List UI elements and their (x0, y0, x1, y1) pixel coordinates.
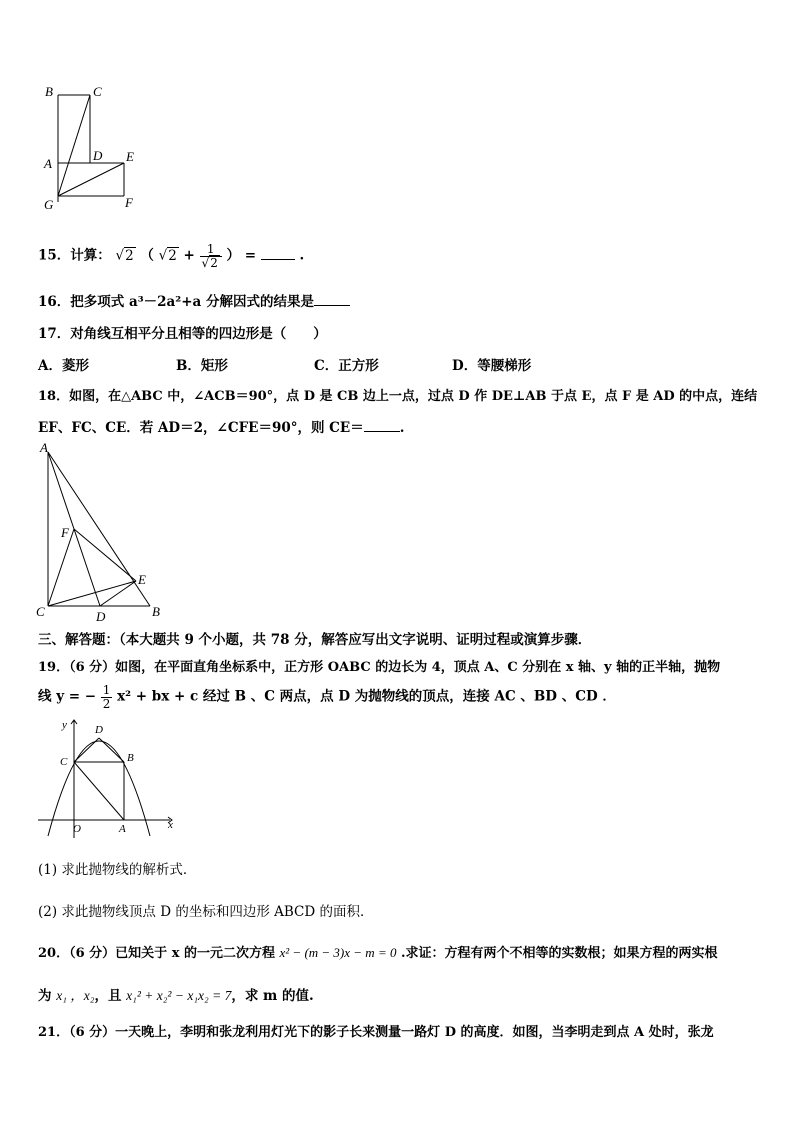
q19-half-den: 2 (102, 696, 111, 711)
label-g: G (44, 197, 54, 212)
q19-half-num: 1 (102, 683, 111, 697)
segment-de (100, 581, 136, 606)
q19-line1: 19．（6 分）如图，在平面直角坐标系中，正方形 OABC 的边长为 4，顶点 A、C 分别在 x 轴、y 轴的正半轴，抛物 (38, 660, 721, 675)
problem-15: 15．计算： √2 （ √2 + $\frac{1}{√2}$ ） = . (38, 242, 305, 270)
q18-line2: EF、FC、CE．若 AD＝2，∠CFE＝90°，则 CE＝ (38, 420, 364, 436)
segment-ce (48, 581, 136, 606)
segment-cd (74, 738, 99, 762)
q18-end: . (399, 420, 405, 436)
q15-paren-close: ） (226, 247, 241, 264)
q19-line2-post: x² + bx + c 经过 B 、C 两点，点 D 为抛物线的顶点，连接 AC 、BD 、CD ． (117, 688, 616, 705)
answer-blank-18[interactable] (364, 431, 400, 432)
q15-frac-num: 1 (200, 243, 222, 257)
q20-line1-pre: 20．（6 分）已知关于 x 的一元二次方程 (38, 946, 280, 961)
problem-19-line-2 (38, 684, 616, 710)
problem-16 (38, 290, 350, 310)
figure-19 (32, 716, 182, 840)
q18-line1: 18．如图，在△ABC 中，∠ACB＝90°，点 D 是 CB 边上一点，过点 D 作 DE⊥AB 于点 E，点 F 是 AD 的中点，连结 (38, 389, 758, 404)
q20-equation: x² − (m − 3)x − m = 0 (279, 945, 397, 960)
q19-half (101, 684, 113, 710)
label-d: D (95, 724, 103, 736)
q19-sub2: (2) 求此抛物线顶点 D 的坐标和四边形 ABCD 的面积． (38, 904, 374, 920)
label-e: E (138, 572, 146, 587)
label-b: B (127, 752, 134, 764)
problem-19-sub-2 (38, 900, 373, 920)
q17-option-a[interactable]: A．菱形 (38, 358, 89, 374)
problem-20-line-1 (38, 942, 718, 961)
q15-prefix: 15．计算： (38, 247, 111, 264)
section-3-heading (38, 628, 591, 648)
q19-sub1: (1) 求此抛物线的解析式． (38, 862, 197, 878)
label-c: C (93, 84, 102, 99)
figure-14 (38, 82, 148, 217)
problem-19-line-1 (38, 656, 720, 675)
label-f: F (125, 195, 133, 210)
label-a: A (119, 823, 126, 835)
q20-line2-post: ，求 m 的值. (231, 988, 314, 1004)
figure-18 (32, 440, 172, 622)
segment-ge (58, 163, 124, 196)
q20-condition: x₁² + x₂² − x₁x₂ = 7 (126, 988, 232, 1003)
label-c: C (60, 756, 68, 768)
label-y: y (62, 719, 67, 731)
label-a: A (40, 440, 48, 455)
q17-text: 17．对角线互相平分且相等的四边形是（ ） (38, 326, 327, 342)
problem-18-line-1 (38, 385, 757, 404)
q21-text: 21．（6 分）一天晚上，李明和张龙利用灯光下的影子长来测量一路灯 D 的高度．如图，当李明走到点 A 处时，张龙 (38, 1025, 714, 1040)
label-d: D (93, 148, 103, 163)
q19-line2-pre: 线 y = − (38, 688, 97, 705)
q15-eq: = (244, 247, 257, 264)
q15-paren-open: （ (140, 247, 154, 264)
label-f: F (61, 525, 69, 540)
q20-line2-mid: ，且 (94, 988, 127, 1004)
label-b: B (45, 84, 53, 99)
q20-line2-pre: 为 (38, 988, 57, 1004)
q17-option-d[interactable]: D．等腰梯形 (452, 358, 532, 374)
problem-20-line-2 (38, 984, 314, 1004)
q17-option-c[interactable]: C．正方形 (314, 358, 379, 374)
q20-roots: x₁ ，x₂ (56, 988, 95, 1003)
q20-line1-post: .求证：方程有两个不相等的实数根；如果方程的两实根 (396, 946, 718, 961)
answer-blank-16[interactable] (314, 305, 350, 306)
problem-17 (38, 322, 327, 342)
section-3-text: 三、解答题：（本大题共 9 个小题，共 78 分，解答应写出文字说明、证明过程或演算步骤． (38, 632, 592, 648)
segment-gc (58, 95, 90, 196)
q15-sqrt: 2 (125, 247, 134, 264)
label-x: x (168, 819, 173, 831)
q15-frac-den: 2 (210, 255, 218, 270)
problem-19-sub-1 (38, 858, 196, 878)
label-e: E (126, 149, 134, 164)
q16-text: 16．把多项式 a³－2a²+a 分解因式的结果是 (38, 294, 314, 310)
label-b: B (152, 604, 160, 619)
segment-ca (74, 762, 124, 820)
label-d: D (96, 609, 106, 622)
label-o: O (73, 823, 81, 835)
label-c: C (36, 604, 45, 619)
q15-plus: + (183, 247, 195, 264)
problem-18-line-2 (38, 416, 404, 436)
answer-blank-15[interactable] (261, 259, 295, 260)
problem-21 (38, 1021, 714, 1040)
segment-fc (48, 529, 74, 606)
q15-sqrt-2: 2 (168, 247, 177, 264)
q17-option-b[interactable]: B．矩形 (176, 358, 228, 374)
q15-end: . (299, 247, 305, 264)
segment-db (99, 738, 124, 762)
q15-fraction: $\frac{1}{√2}$ (200, 243, 222, 269)
label-a: A (44, 156, 52, 171)
